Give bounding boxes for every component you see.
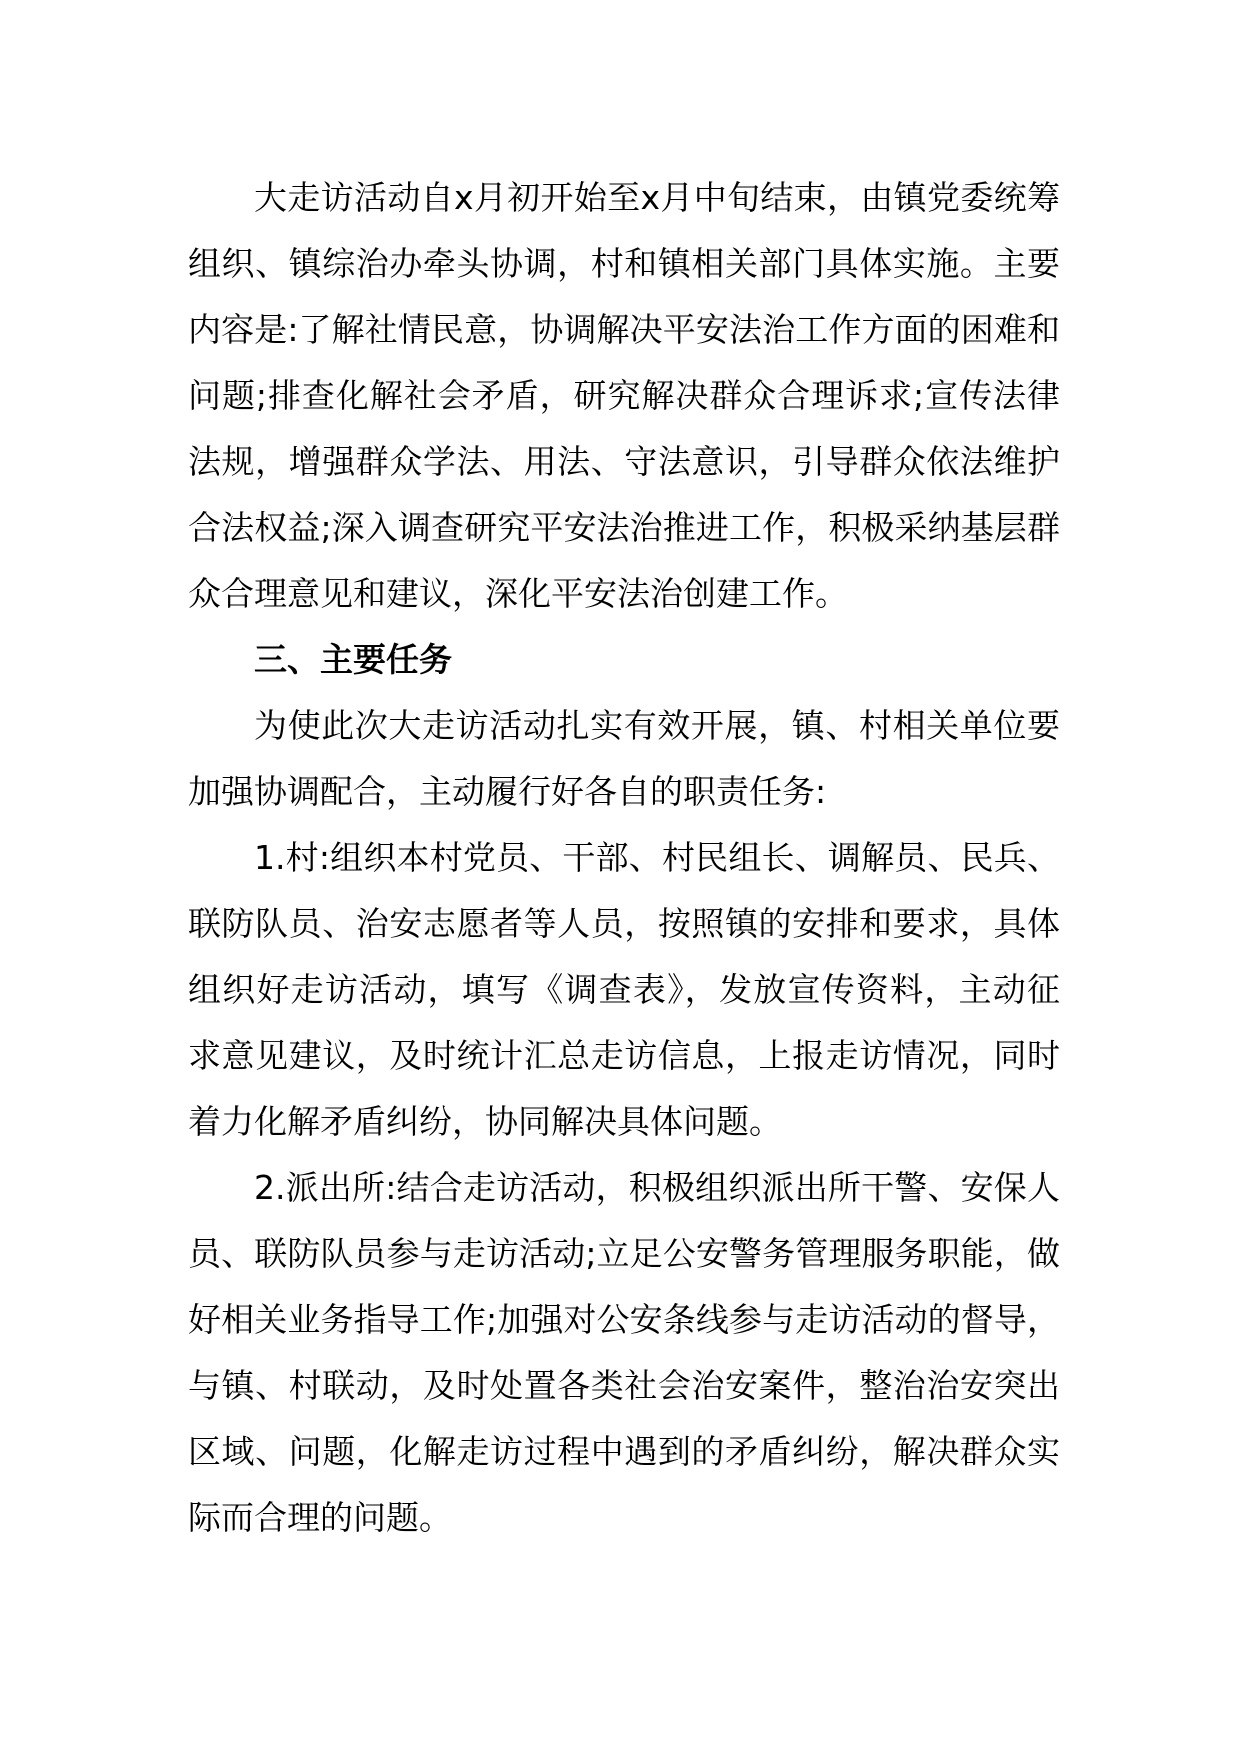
paragraph-tasks-intro: 为使此次大走访活动扎实有效开展，镇、村相关单位要加强协调配合，主动履行好各自的职责任务: <box>188 706 1060 811</box>
document-body <box>188 165 1060 1551</box>
paragraph-task-police-station: 2.派出所:结合走访活动，积极组织派出所干警、安保人员、联防队员参与走访活动;立足公安警务管理服务职能，做好相关业务指导工作;加强对公安条线参与走访活动的督导，与镇、村联动，及时处置各类社会治安案件，整治治安突出区域、问题，化解走访过程中遇到的矛盾纠纷，解决群众实际而合理的问题。 <box>188 1168 1060 1537</box>
section-heading-main-tasks: 三、主要任务 <box>254 640 452 679</box>
paragraph-activity-overview: 大走访活动自x月初开始至x月中旬结束，由镇党委统筹组织、镇综治办牵头协调，村和镇相关部门具体实施。主要内容是:了解社情民意，协调解决平安法治工作方面的困难和问题;排查化解社会矛盾，研究解决群众合理诉求;宣传法律法规，增强群众学法、用法、守法意识，引导群众依法维护合法权益;深入调查研究平安法治推进工作，积极采纳基层群众合理意见和建议，深化平安法治创建工作。 <box>188 178 1060 613</box>
paragraph-task-village: 1.村:组织本村党员、干部、村民组长、调解员、民兵、联防队员、治安志愿者等人员，按照镇的安排和要求，具体组织好走访活动，填写《调查表》，发放宣传资料，主动征求意见建议，及时统计汇总走访信息，上报走访情况，同时着力化解矛盾纠纷，协同解决具体问题。 <box>188 838 1060 1141</box>
